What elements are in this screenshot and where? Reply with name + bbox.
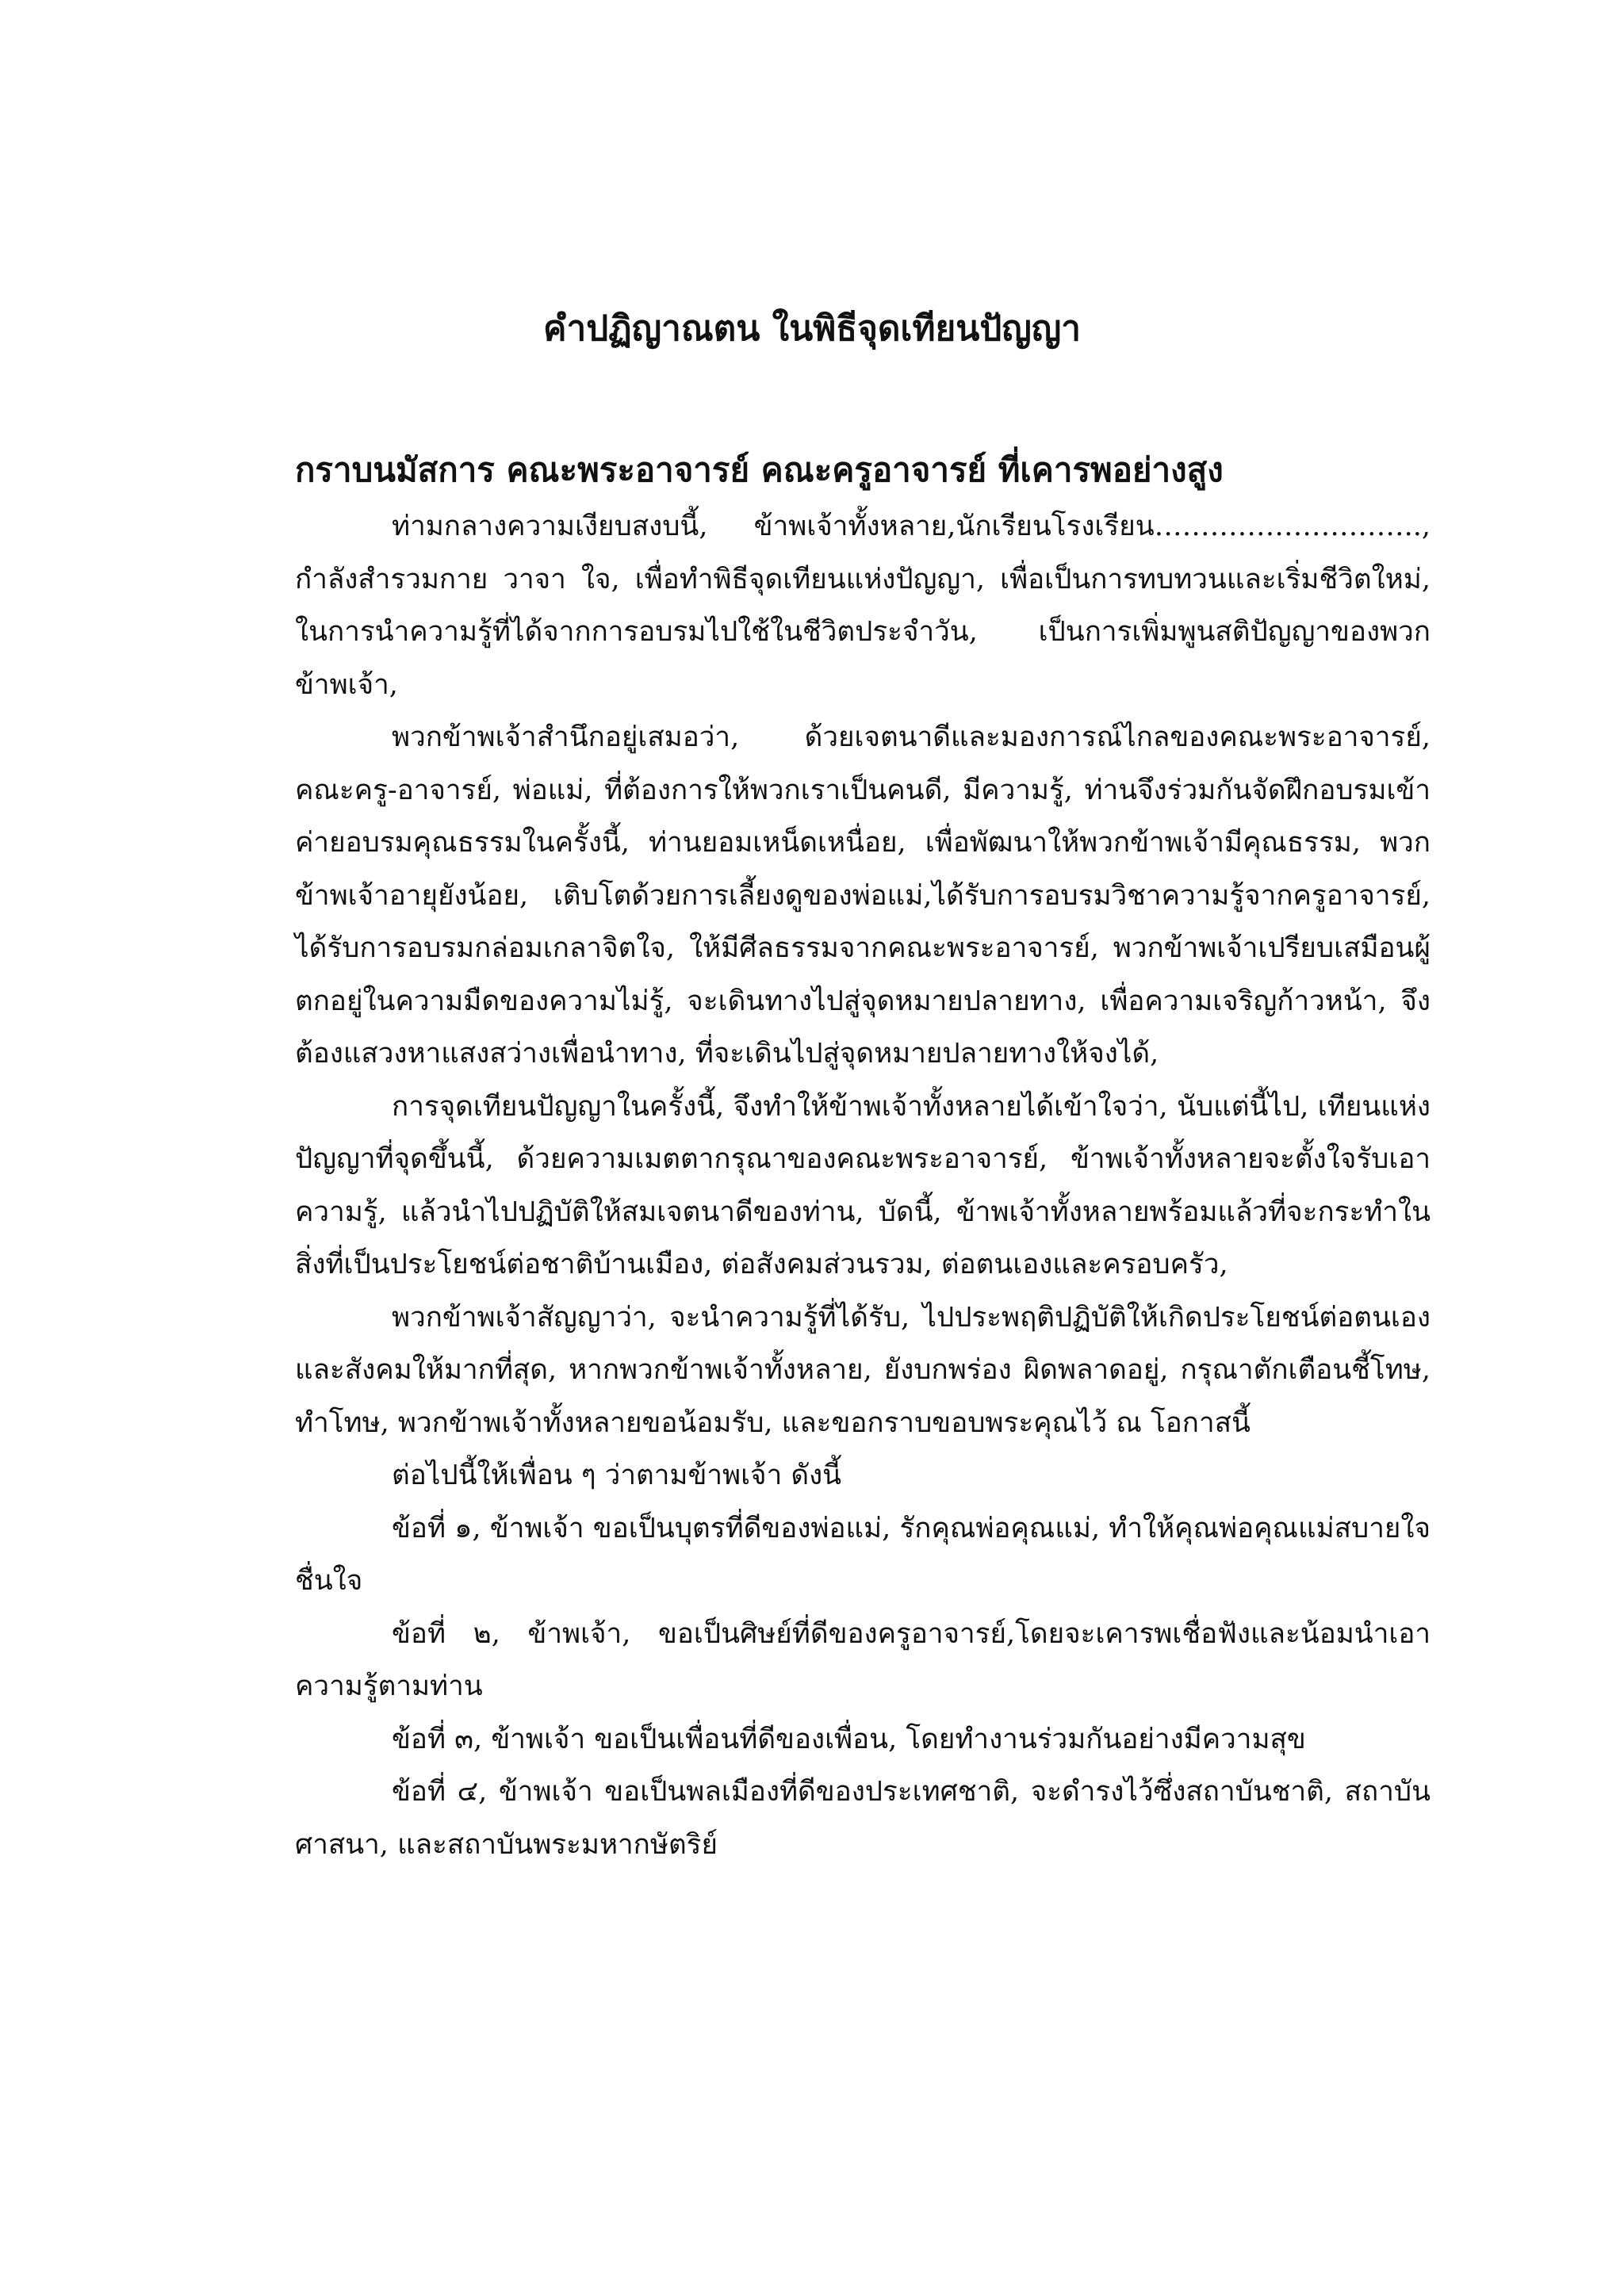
paragraph-opening: ท่ามกลางความเงียบสงบนี้, ข้าพเจ้าทั้งหลาย,นักเรียนโรงเรียน……………………….., กำลังสำรวมกาย วาจา ใจ, เพื่อทำพิธีจุดเทียนแห่งปัญญา, เพื่อเป็นการทบทวนและเริ่มชีวิตใหม่, ในการนำความรู้ที่ได้จากการอบรมไปใช้ในชีวิตประจำวัน, เป็นการเพิ่มพูนสติปัญญาของพวกข้าพเจ้า,	[295, 511, 1431, 701]
document-title: คำปฏิญาณตน ในพิธีจุดเทียนปัญญา	[543, 308, 1081, 349]
paragraph-gratitude: พวกข้าพเจ้าสำนึกอยู่เสมอว่า, ด้วยเจตนาดีและมองการณ์ไกลของคณะพระอาจารย์, คณะครู-อาจารย์, พ่อแม่, ที่ต้องการให้พวกเราเป็นคนดี, มีความรู้, ท่านจึงร่วมกันจัดฝึกอบรมเข้าค่ายอบรมคุณธรรมในครั้งนี้, ท่านยอมเหน็ดเหนื่อย, เพื่อพัฒนาให้พวกข้าพเจ้ามีคุณธรรม, พวกข้าพเจ้าอายุยังน้อย, เติบโตด้วยการเลี้ยงดูของพ่อแม่,ได้รับการอบรมวิชาความรู้จากครูอาจารย์, ได้รับการอบรมกล่อมเกลาจิตใจ, ให้มีศีลธรรมจากคณะพระอาจารย์, พวกข้าพเจ้าเปรียบเสมือนผู้ตกอยู่ในความมืดของความไม่รู้, จะเดินทางไปสู่จุดหมายปลายทาง, เพื่อความเจริญก้าวหน้า, จึงต้องแสวงหาแสงสว่างเพื่อนำทาง, ที่จะเดินไปสู่จุดหมายปลายทางให้จงได้,	[295, 721, 1431, 1070]
paragraph-candle-meaning: การจุดเทียนปัญญาในครั้งนี้, จึงทำให้ข้าพเจ้าทั้งหลายได้เข้าใจว่า, นับแต่นี้ไป, เทียนแห่งปัญญาที่จุดขึ้นนี้, ด้วยความเมตตากรุณาของคณะพระอาจารย์, ข้าพเจ้าทั้งหลายจะตั้งใจรับเอาความรู้, แล้วนำไปปฏิบัติให้สมเจตนาดีของท่าน, บัดนี้, ข้าพเจ้าทั้งหลายพร้อมแล้วที่จะกระทำในสิ่งที่เป็นประโยชน์ต่อชาติบ้านเมือง, ต่อสังคมส่วนรวม, ต่อตนเองและครอบครัว,	[295, 1090, 1431, 1280]
greeting-line: กราบนมัสการ คณะพระอาจารย์ คณะครูอาจารย์ ที่เคารพอย่างสูง	[295, 450, 1224, 489]
vow-item-4: ข้อที่ ๔, ข้าพเจ้า ขอเป็นพลเมืองที่ดีของประเทศชาติ, จะดำรงไว้ซึ่งสถาบันชาติ, สถาบันศาสนา, และสถาบันพระมหากษัตริย์	[295, 1776, 1431, 1861]
vow-item-2: ข้อที่ ๒, ข้าพเจ้า, ขอเป็นศิษย์ที่ดีของครูอาจารย์,โดยจะเคารพเชื่อฟังและน้อมนำเอาความรู้ตามท่าน	[295, 1617, 1431, 1702]
vow-item-3: ข้อที่ ๓, ข้าพเจ้า ขอเป็นเพื่อนที่ดีของเพื่อน, โดยทำงานร่วมกันอย่างมีความสุข	[392, 1723, 1306, 1755]
vow-item-1: ข้อที่ ๑, ข้าพเจ้า ขอเป็นบุตรที่ดีของพ่อแม่, รักคุณพ่อคุณแม่, ทำให้คุณพ่อคุณแม่สบายใจ ชื่นใจ	[295, 1512, 1431, 1597]
paragraph-promise: พวกข้าพเจ้าสัญญาว่า, จะนำความรู้ที่ได้รับ, ไปประพฤติปฏิบัติให้เกิดประโยชน์ต่อตนเองและสังคมให้มากที่สุด, หากพวกข้าพเจ้าทั้งหลาย, ยังบกพร่อง ผิดพลาดอยู่, กรุณาตักเตือนชี้โทษ, ทำโทษ, พวกข้าพเจ้าทั้งหลายขอน้อมรับ, และขอกราบขอบพระคุณไว้ ณ โอกาสนี้	[295, 1301, 1431, 1439]
paragraph-repeat-instruction: ต่อไปนี้ให้เพื่อน ๆ ว่าตามข้าพเจ้า ดังนี้	[392, 1460, 842, 1491]
document-body	[295, 440, 1431, 1871]
